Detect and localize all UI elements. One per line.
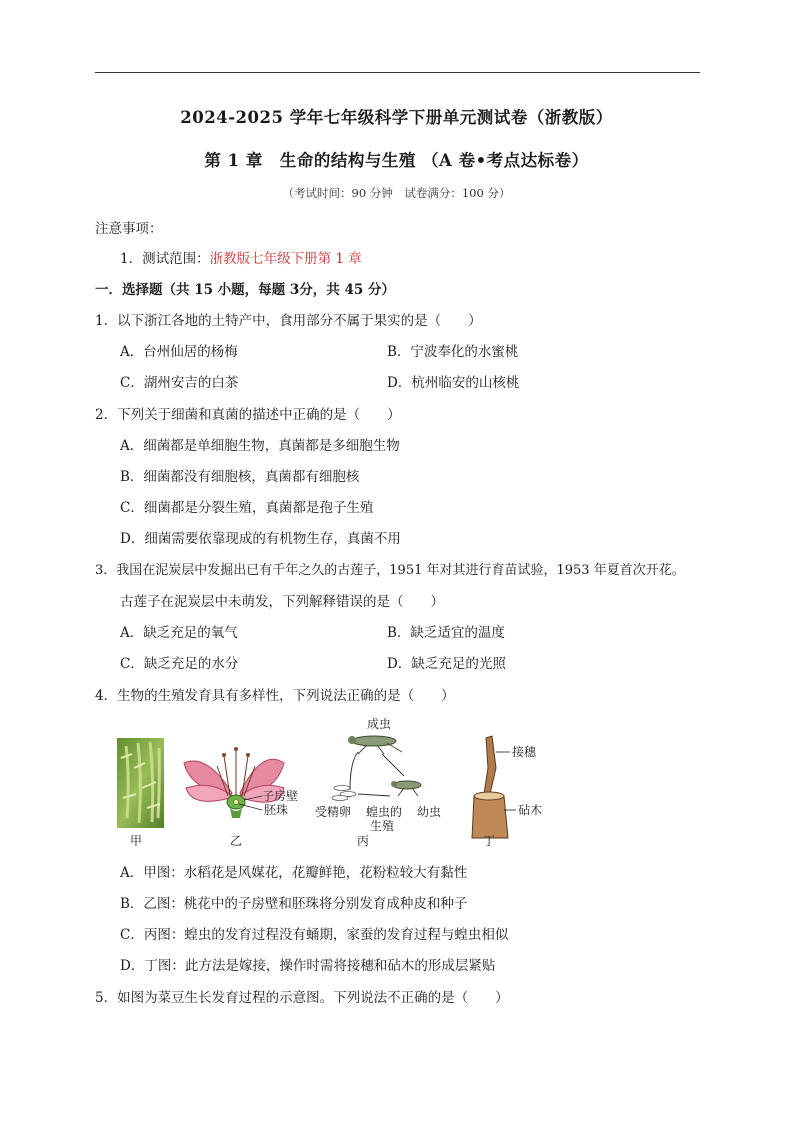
locust-eggs-icon <box>332 786 356 801</box>
cycle-arrow-2 <box>350 752 358 790</box>
grafting-icon <box>472 736 516 838</box>
question-4-option-b: B．乙图：桃花中的子房壁和胚珠将分别发育成种皮和种子 <box>120 896 468 912</box>
label-ovule: 胚珠 <box>264 803 289 817</box>
question-4-stem: 4．生物的生殖发育具有多样性，下列说法正确的是（ ） <box>95 688 455 704</box>
question-3-option-a: A．缺乏充足的氧气 <box>120 625 238 641</box>
question-3-stem: 3．我国在泥炭层中发掘出已有千年之久的古莲子，1951 年对其进行育苗试验，1953 年夏首次开花。 <box>95 563 685 578</box>
section-title <box>95 278 395 298</box>
notes-item-1 <box>120 247 362 267</box>
notes-heading: 注意事项： <box>95 221 163 237</box>
question-4-option-d: D．丁图：此方法是嫁接，操作时需将接穗和砧木的形成层紧贴 <box>120 958 496 974</box>
question-1-option-c: C．湖州安吉的白茶 <box>120 375 239 391</box>
section-title-detail: （共 15 小题，每题 3分，共 45 分） <box>162 282 395 298</box>
question-3-stem-continued: 古莲子在泥炭层中未萌发，下列解释错误的是（ ） <box>120 594 444 610</box>
figure-label-yi: 乙 <box>230 834 243 848</box>
question-2-option-a: A．细菌都是单细胞生物，真菌都是多细胞生物 <box>120 438 400 454</box>
figure-label-bing: 丙 <box>357 834 370 848</box>
question-2-option-c: C．细菌都是分裂生殖，真菌都是孢子生殖 <box>120 500 374 516</box>
locust-adult-icon <box>348 736 402 754</box>
label-stock: 砧木 <box>518 803 543 817</box>
rice-photo <box>117 738 164 828</box>
question-4-option-a: A．甲图：水稻花是风媒花，花瓣鲜艳，花粉粒较大有黏性 <box>120 865 468 881</box>
figure-label-jia: 甲 <box>130 834 143 848</box>
label-locust-repro-2: 生殖 <box>370 819 395 833</box>
chapter-subtitle: 第 1 章 生命的结构与生殖 （A 卷•考点达标卷） <box>204 151 589 170</box>
notes-item-1-prefix: 1．测试范围： <box>120 251 210 267</box>
section-title-label: 一．选择题 <box>95 282 163 298</box>
question-3-option-b: B．缺乏适宜的温度 <box>387 625 505 641</box>
question-1-option-b: B．宁波奉化的水蜜桃 <box>387 344 519 360</box>
figure-label-ding: 丁 <box>483 834 496 848</box>
notes-item-1-value: 浙教版七年级下册第 1 章 <box>209 251 362 267</box>
question-4-option-c: C．丙图：蝗虫的发育过程没有蛹期，家蚕的发育过程与蝗虫相似 <box>120 927 509 943</box>
question-3-option-d: D．缺乏充足的光照 <box>387 656 506 672</box>
header-rule <box>95 72 700 73</box>
label-locust-repro-1: 蝗虫的 <box>366 805 403 819</box>
question-1-option-a: A．台州仙居的杨梅 <box>120 344 238 360</box>
label-ovary-wall: 子房壁 <box>262 789 299 803</box>
cycle-arrow-1 <box>382 754 404 776</box>
question-3-option-c: C．缺乏充足的水分 <box>120 656 239 672</box>
label-adult: 成虫 <box>367 718 392 731</box>
exam-info: （考试时间：90 分钟 试卷满分：100 分） <box>282 186 511 200</box>
question-1-stem: 1．以下浙江各地的土特产中，食用部分不属于果实的是（ ） <box>95 313 482 329</box>
question-2-stem: 2．下列关于细菌和真菌的描述中正确的是（ ） <box>95 407 401 423</box>
label-scion: 接穗 <box>512 745 537 759</box>
question-2-option-b: B．细菌都没有细胞核，真菌都有细胞核 <box>120 469 360 485</box>
page-title: 2024-2025 学年七年级科学下册单元测试卷（浙教版） <box>180 108 613 127</box>
question-1-option-d: D．杭州临安的山核桃 <box>387 375 520 391</box>
cycle-arrow-3 <box>358 794 390 796</box>
question-2-option-d: D．细菌需要依靠现成的有机物生存，真菌不用 <box>120 531 401 547</box>
label-egg: 受精卵 <box>315 805 352 819</box>
question-5-stem: 5．如图为菜豆生长发育过程的示意图。下列说法不正确的是（ ） <box>95 990 509 1006</box>
question-4-figure <box>112 718 562 848</box>
locust-nymph-icon <box>391 781 421 796</box>
label-nymph: 幼虫 <box>417 805 442 819</box>
